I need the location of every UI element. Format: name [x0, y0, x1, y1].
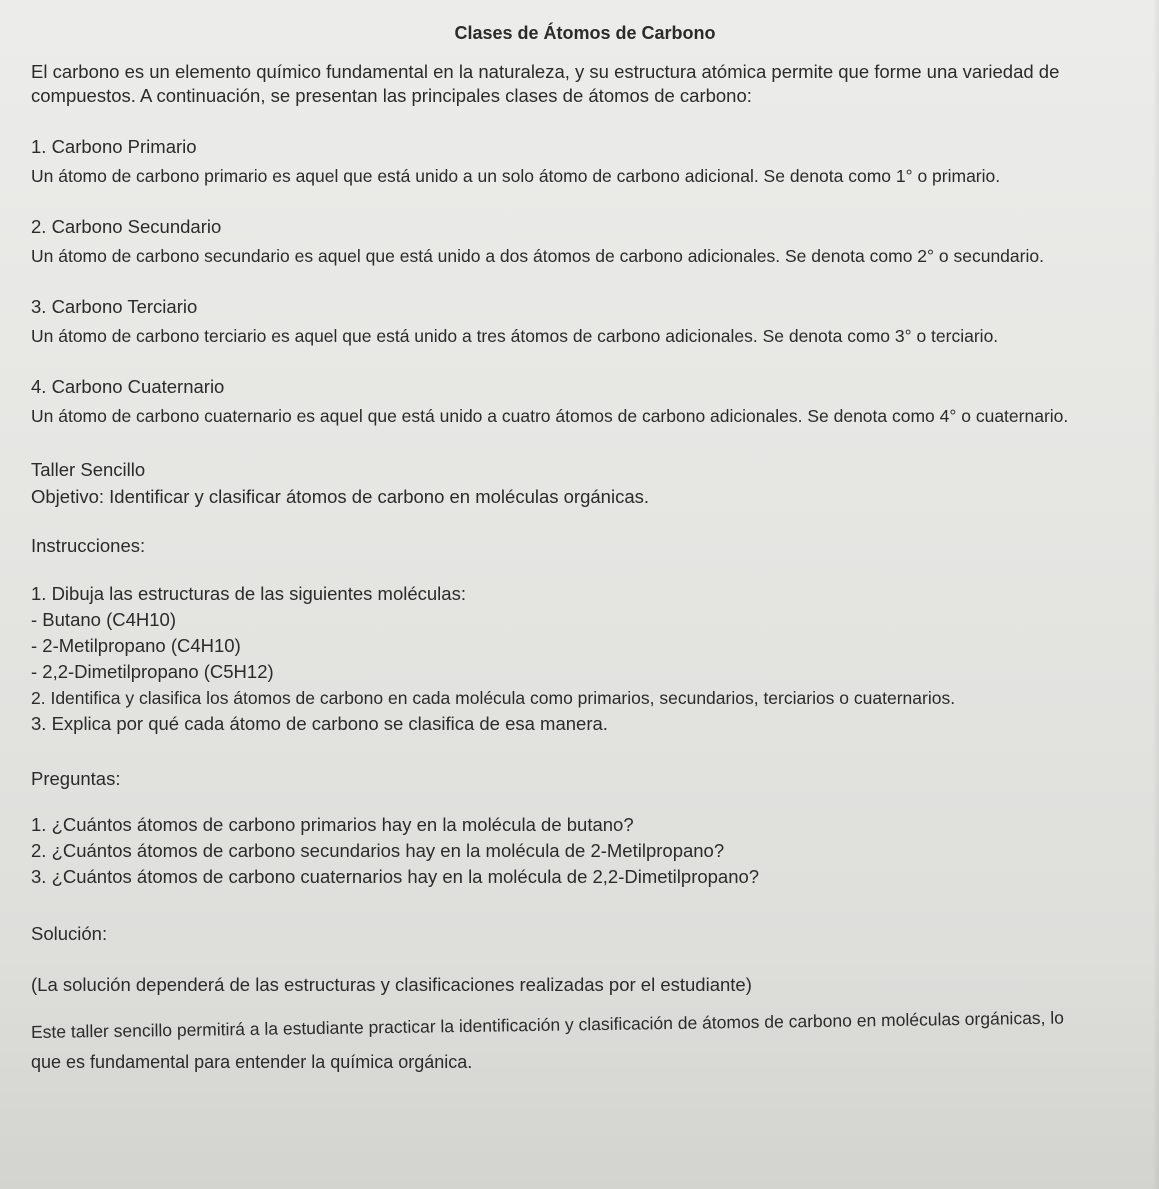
closing-line: Este taller sencillo permitirá a la estudiante practicar la identificación y clasificación de átomos de carbono en moléculas orgánicas, lo — [30, 1007, 1065, 1042]
instructions-label: Instrucciones: — [31, 535, 146, 556]
question-item: 1. ¿Cuántos átomos de carbono primarios hay en la molécula de butano? — [31, 814, 634, 835]
workshop-title: Taller Sencillo — [31, 459, 146, 480]
paper-edge-shadow — [1153, 0, 1159, 1189]
workshop-section — [31, 456, 1129, 1074]
questions-list — [31, 812, 1129, 890]
class-description: Un átomo de carbono primario es aquel que está unido a un solo átomo de carbono adicional. Se denota como 1° o primario. — [31, 166, 1001, 186]
closing-line: que es fundamental para entender la química orgánica. — [31, 1052, 473, 1072]
class-secondary — [31, 215, 1129, 268]
instruction-item: - 2-Metilpropano (C4H10) — [31, 635, 241, 656]
class-tertiary — [31, 295, 1129, 348]
workshop-objective: Objetivo: Identificar y clasificar átomos de carbono en moléculas orgánicas. — [31, 486, 649, 507]
class-primary — [31, 135, 1129, 188]
class-heading: 4. Carbono Cuaternario — [31, 376, 225, 397]
page-title: Clases de Átomos de Carbono — [454, 23, 716, 43]
instructions-list — [31, 581, 1129, 737]
instruction-item: 2. Identifica y clasifica los átomos de carbono en cada molécula como primarios, secundarios, terciarios o cuaternarios. — [31, 688, 956, 708]
instruction-item: - 2,2-Dimetilpropano (C5H12) — [31, 661, 274, 682]
intro-paragraph: El carbono es un elemento químico fundamental en la naturaleza, y su estructura atómica permite que forme una variedad de compuestos. A continuación, se presentan las principales clases de átomos de carbono: — [31, 61, 1060, 106]
instruction-item: - Butano (C4H10) — [31, 609, 176, 630]
solution-label: Solución: — [31, 923, 108, 944]
closing-paragraph — [30, 1007, 1129, 1074]
instruction-item: 1. Dibuja las estructuras de las siguientes moléculas: — [31, 583, 466, 604]
class-description: Un átomo de carbono secundario es aquel que está unido a dos átomos de carbono adicionales. Se denota como 2° o secundario. — [31, 246, 1044, 266]
class-heading: 2. Carbono Secundario — [31, 216, 222, 237]
question-item: 2. ¿Cuántos átomos de carbono secundarios hay en la molécula de 2-Metilpropano? — [31, 840, 725, 861]
class-description: Un átomo de carbono terciario es aquel que está unido a tres átomos de carbono adicionales. Se denota como 3° o terciario. — [31, 326, 999, 346]
solution-text: (La solución dependerá de las estructuras y clasificaciones realizadas por el estudiante) — [31, 974, 752, 995]
class-heading: 1. Carbono Primario — [31, 136, 197, 157]
class-quaternary — [31, 375, 1129, 428]
questions-label: Preguntas: — [31, 768, 121, 789]
class-description: Un átomo de carbono cuaternario es aquel que está unido a cuatro átomos de carbono adicionales. Se denota como 4° o cuaternario. — [31, 406, 1069, 426]
question-item: 3. ¿Cuántos átomos de carbono cuaternarios hay en la molécula de 2,2-Dimetilpropano? — [31, 866, 760, 887]
instruction-item: 3. Explica por qué cada átomo de carbono se clasifica de esa manera. — [31, 713, 608, 734]
class-heading: 3. Carbono Terciario — [31, 296, 198, 317]
